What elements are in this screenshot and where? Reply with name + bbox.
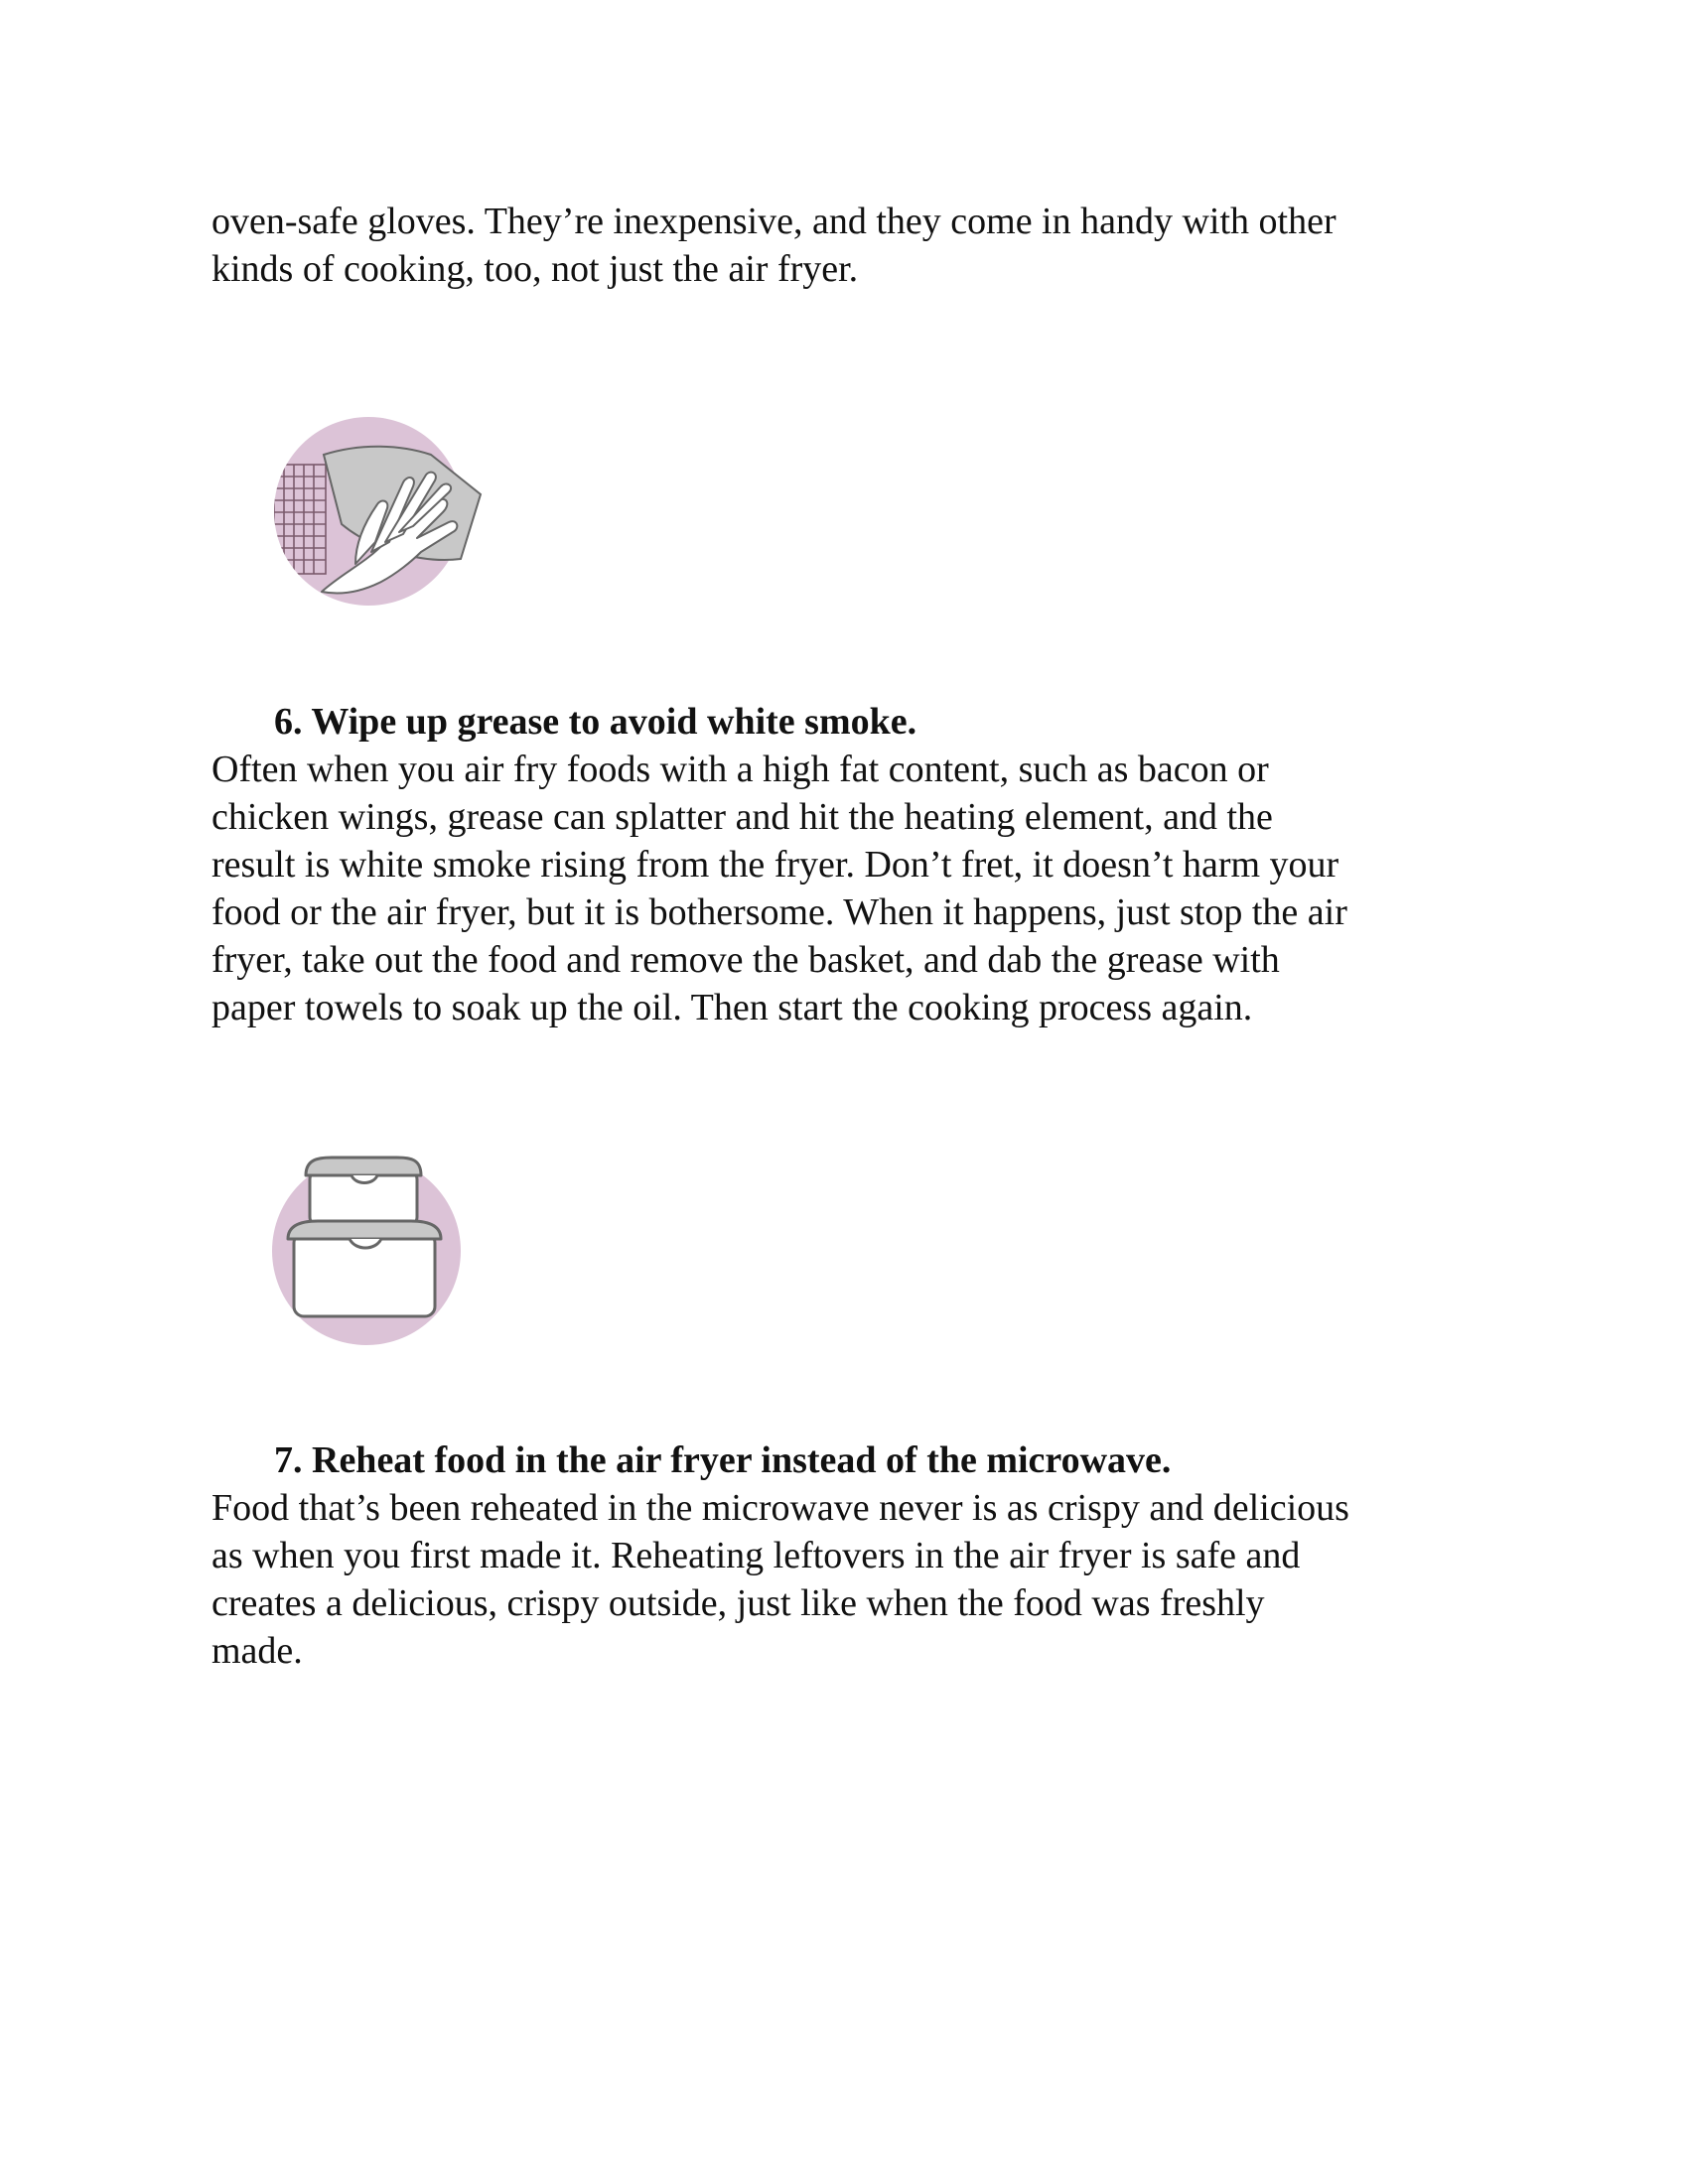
- tip-7-line-2: as when you first made it. Reheating leftovers in the air fryer is safe and: [211, 1535, 1301, 1576]
- tip-6-line-6: paper towels to soak up the oil. Then start the cooking process again.: [211, 987, 1253, 1028]
- tip-7-heading: 7. Reheat food in the air fryer instead of the microwave.: [274, 1439, 1172, 1481]
- tip-6-line-3: result is white smoke rising from the fryer. Don’t fret, it doesn’t harm your: [211, 844, 1339, 886]
- tip-6-line-4: food or the air fryer, but it is bothersome. When it happens, just stop the air: [211, 891, 1347, 933]
- tip-6-line-2: chicken wings, grease can splatter and hit the heating element, and the: [211, 796, 1273, 838]
- food-storage-containers-icon: [272, 1152, 465, 1346]
- tip-7-paragraph: [211, 1484, 1502, 1675]
- intro-paragraph: [211, 198, 1502, 293]
- tip-6-paragraph: [211, 746, 1502, 1031]
- hand-wiping-grease-icon: [272, 415, 483, 610]
- tip-6-line-1: Often when you air fry foods with a high fat content, such as bacon or: [211, 749, 1269, 790]
- intro-line-1: oven-safe gloves. They’re inexpensive, and they come in handy with other: [211, 201, 1336, 242]
- tip-6-heading: 6. Wipe up grease to avoid white smoke.: [274, 701, 917, 743]
- tip-7-line-3: creates a delicious, crispy outside, just like when the food was freshly: [211, 1582, 1265, 1624]
- tip-7-line-4: made.: [211, 1630, 303, 1672]
- intro-line-2: kinds of cooking, too, not just the air fryer.: [211, 248, 859, 290]
- tip-6-line-5: fryer, take out the food and remove the basket, and dab the grease with: [211, 939, 1280, 981]
- tip-7-line-1: Food that’s been reheated in the microwave never is as crispy and delicious: [211, 1487, 1349, 1529]
